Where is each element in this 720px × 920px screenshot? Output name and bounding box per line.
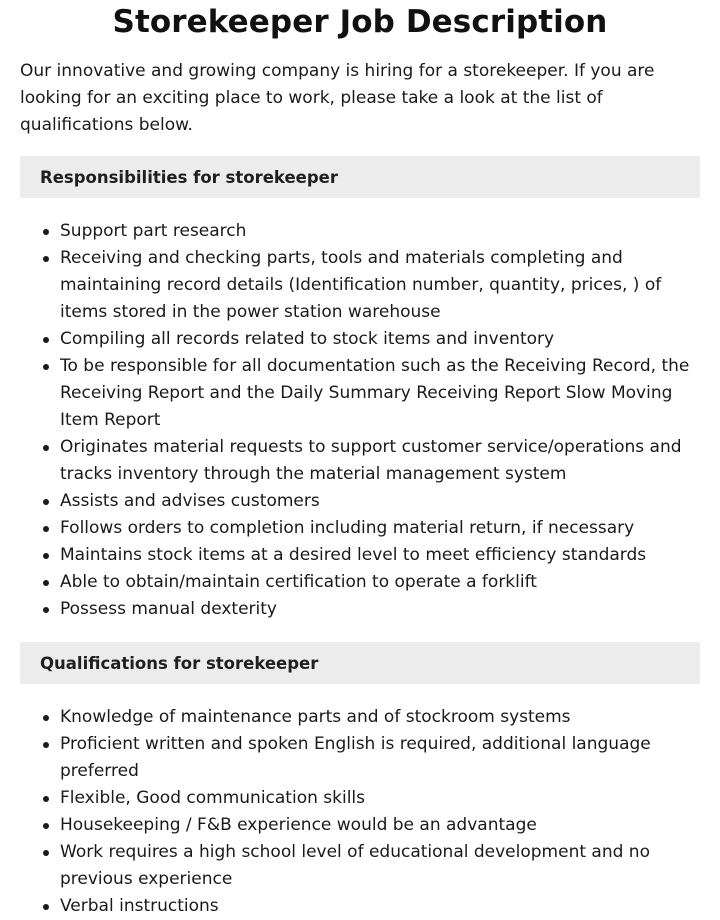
- qualifications-heading: Qualifications for storekeeper: [40, 653, 319, 673]
- page-title: Storekeeper Job Description: [112, 4, 608, 40]
- list-item: Follows orders to completion including material return, if necessary: [60, 515, 700, 542]
- list-item: Assists and advises customers: [60, 488, 700, 515]
- qualifications-list: [20, 704, 700, 920]
- list-item: Compiling all records related to stock items and inventory: [60, 326, 700, 353]
- list-item: Housekeeping / F&B experience would be an advantage: [60, 812, 700, 839]
- responsibilities-header: [20, 156, 700, 198]
- list-item: To be responsible for all documentation such as the Receiving Record, the Receiving Report and the Daily Summary Receiving Report Slow Moving Item Report: [60, 353, 700, 434]
- responsibilities-list: [20, 218, 700, 623]
- list-item: Receiving and checking parts, tools and materials completing and maintaining record details (Identification number, quantity, prices, ) of items stored in the power station warehouse: [60, 245, 700, 326]
- list-item: Possess manual dexterity: [60, 596, 700, 623]
- list-item: Verbal instructions: [60, 893, 700, 920]
- list-item: Maintains stock items at a desired level to meet efficiency standards: [60, 542, 700, 569]
- list-item: Flexible, Good communication skills: [60, 785, 700, 812]
- list-item: Work requires a high school level of educational development and no previous experience: [60, 839, 700, 893]
- list-item: Able to obtain/maintain certification to operate a forklift: [60, 569, 700, 596]
- list-item: Proficient written and spoken English is required, additional language preferred: [60, 731, 700, 785]
- intro-paragraph: Our innovative and growing company is hiring for a storekeeper. If you are looking for an exciting place to work, please take a look at the list of qualifications below.: [20, 61, 655, 135]
- list-item: Knowledge of maintenance parts and of stockroom systems: [60, 704, 700, 731]
- responsibilities-heading: Responsibilities for storekeeper: [40, 167, 338, 187]
- list-item: Support part research: [60, 218, 700, 245]
- list-item: Originates material requests to support customer service/operations and tracks inventory through the material management system: [60, 434, 700, 488]
- qualifications-header: [20, 642, 700, 684]
